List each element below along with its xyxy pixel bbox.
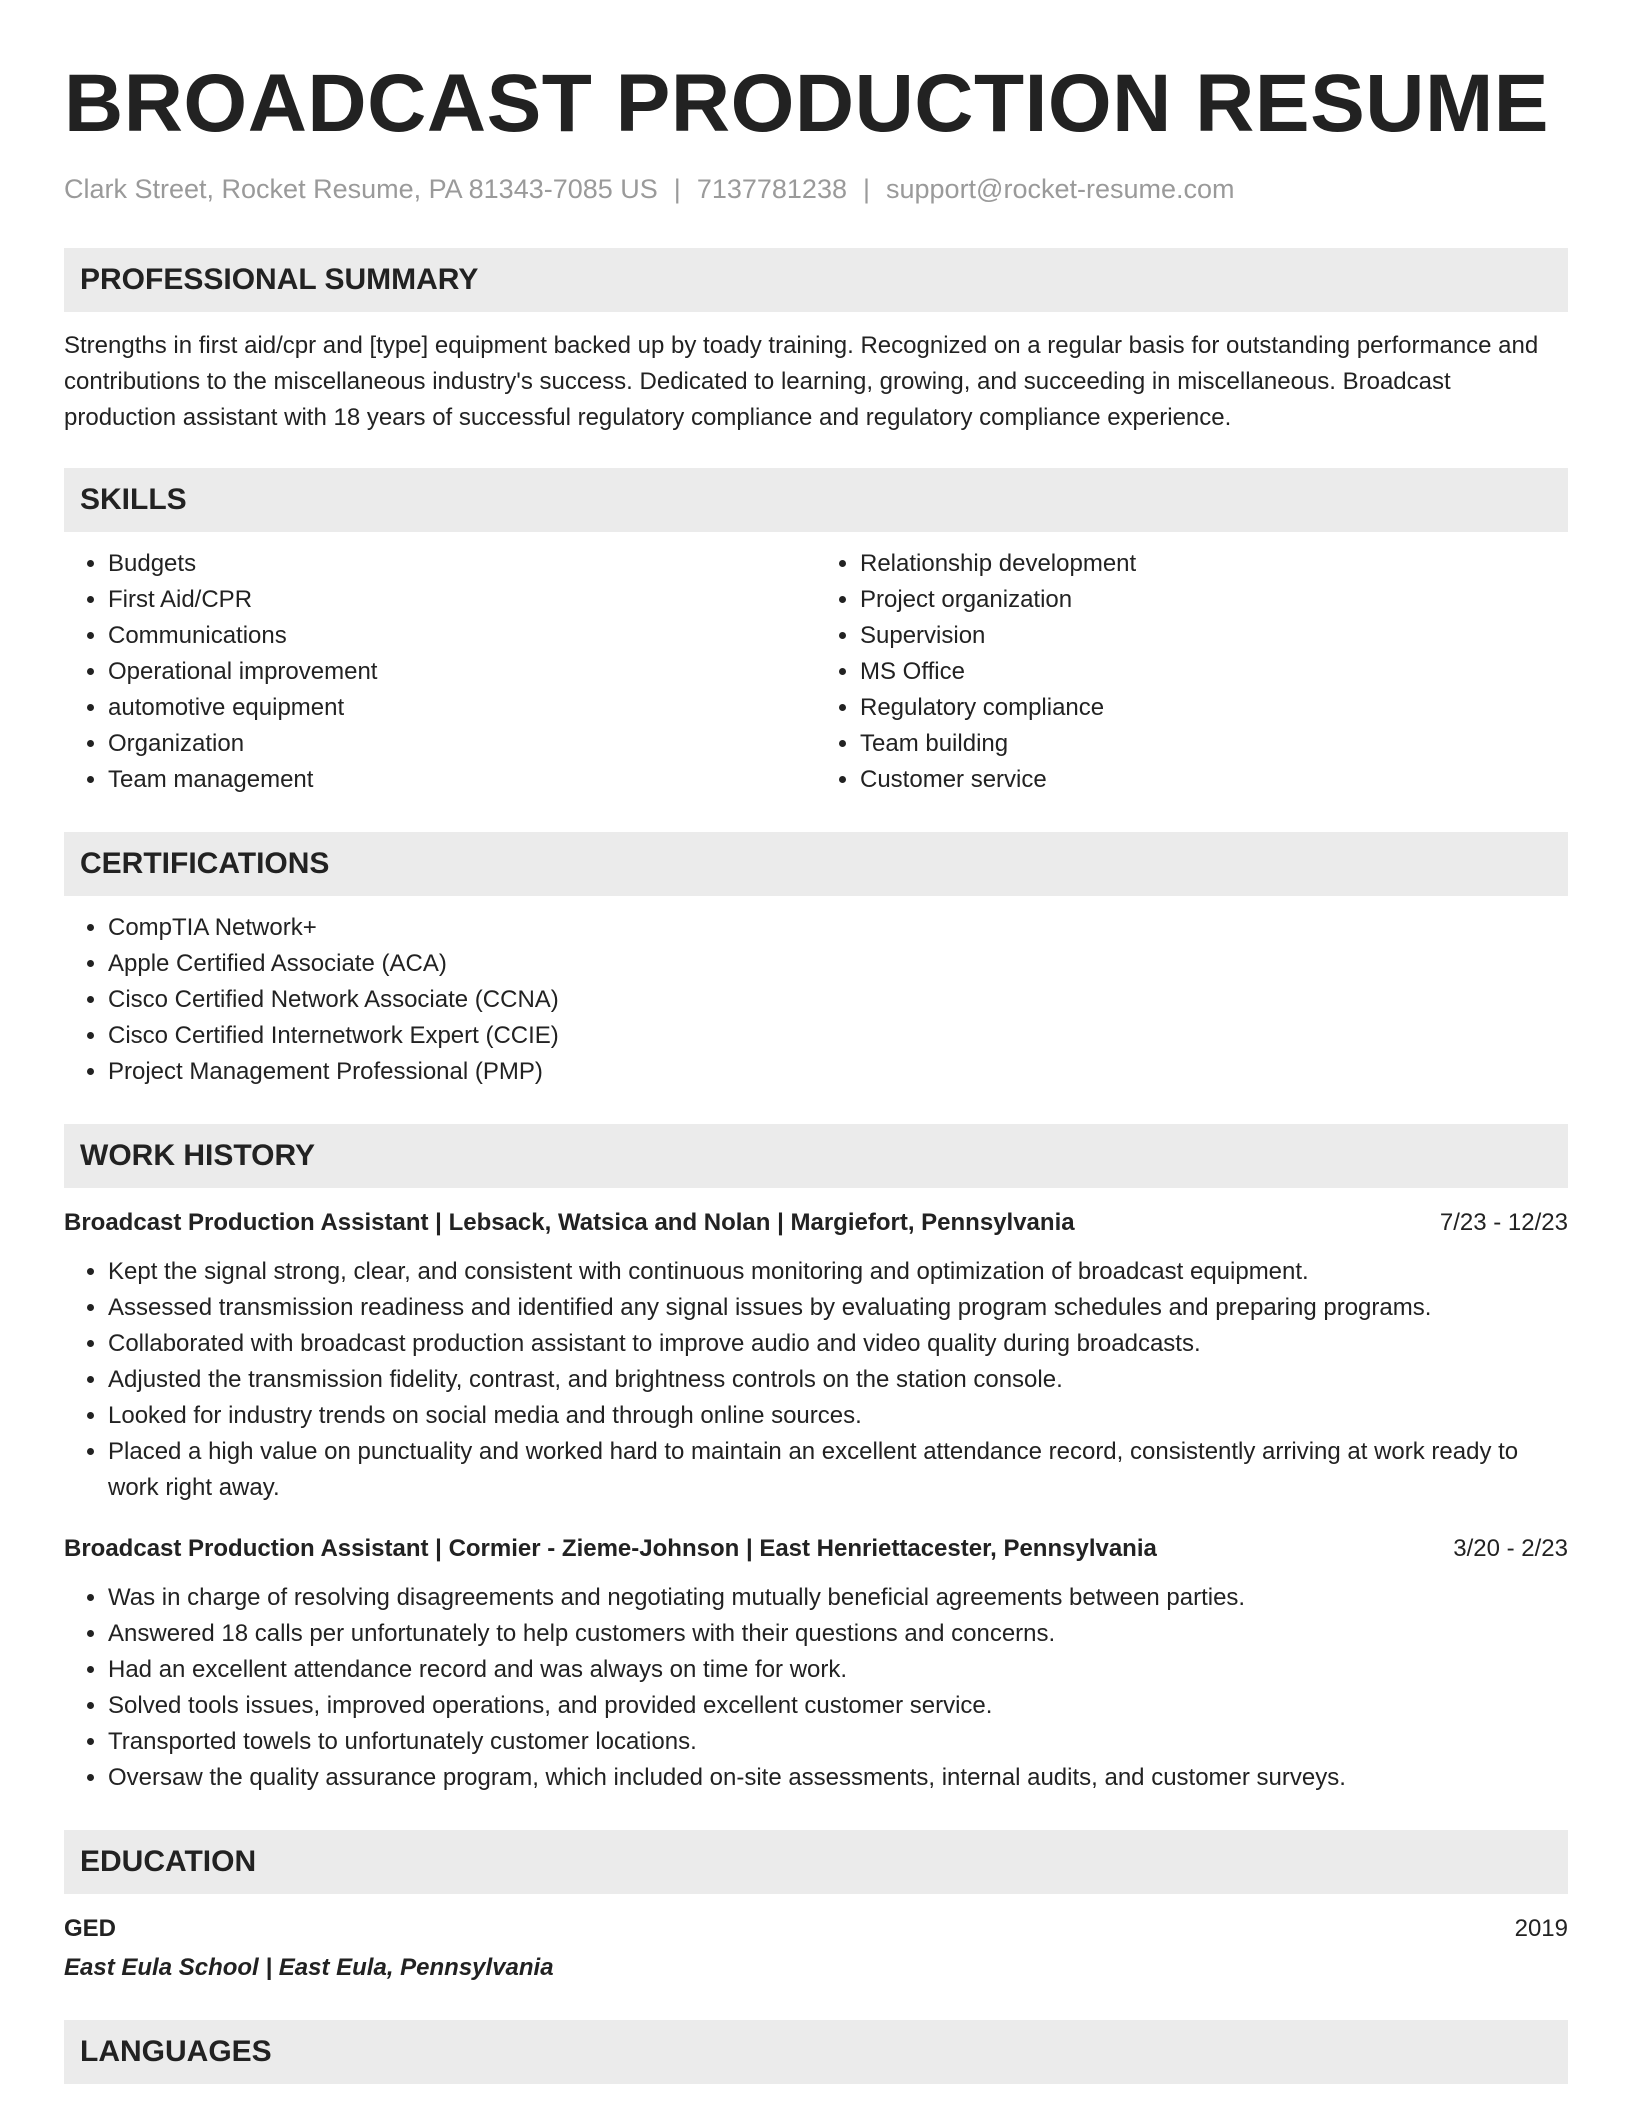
skill-item: • First Aid/CPR [108,582,816,618]
skills-list-right [816,546,1568,798]
page-title: BROADCAST PRODUCTION RESUME [64,58,1549,149]
skill-item: • Project organization [860,582,1568,618]
job-header [64,1206,1568,1240]
education-year: 2019 [1514,1915,1568,1942]
skill-item: • Organization [108,726,816,762]
job-title: Broadcast Production Assistant | Lebsack, Watsica and Nolan | Margiefort, Pennsylvania [64,1209,1075,1236]
certification-item: • Apple Certified Associate (ACA) [108,946,1568,982]
job-bullet: • Looked for industry trends on social media and through online sources. [108,1398,1568,1434]
certification-item: • CompTIA Network+ [108,910,1568,946]
skills-list-left [64,546,816,798]
skill-item: • MS Office [860,654,1568,690]
skill-item: • Communications [108,618,816,654]
job-dates: 3/20 - 2/23 [1453,1535,1568,1562]
education-degree: GED [64,1915,117,1942]
education-header [64,1912,1568,1946]
job-title: Broadcast Production Assistant | Cormier - Zieme-Johnson | East Henriettacester, Pennsylvania [64,1535,1157,1562]
certification-item: • Cisco Certified Internetwork Expert (CCIE) [108,1018,1568,1054]
section-heading-skills: SKILLS [64,468,1568,532]
job-bullet: • Was in charge of resolving disagreements and negotiating mutually beneficial agreements between parties. [108,1580,1568,1616]
contact-email: support@rocket-resume.com [886,174,1235,204]
section-heading-work-history: WORK HISTORY [64,1124,1568,1188]
section-heading-languages: LANGUAGES [64,2020,1568,2084]
summary-text: Strengths in first aid/cpr and [type] equipment backed up by toady training. Recognized on a regular basis for outstanding performance and contributions to the miscellaneous industry's success. Dedicated to learning, growing, and succeeding in miscellaneous. Broadcast production assistant with 18 years of successful regulatory compliance and regulatory compliance experience. [64,332,1539,431]
job-bullet: • Kept the signal strong, clear, and consistent with continuous monitoring and optimization of broadcast equipment. [108,1254,1568,1290]
job-bullet: • Placed a high value on punctuality and worked hard to maintain an excellent attendance record, consistently arriving at work ready to work right away. [108,1434,1568,1506]
job-bullet: • Answered 18 calls per unfortunately to help customers with their questions and concerns. [108,1616,1568,1652]
job-bullet: • Had an excellent attendance record and was always on time for work. [108,1652,1568,1688]
contact-separator: | [673,174,681,204]
job-header [64,1532,1568,1566]
section-heading-certifications: CERTIFICATIONS [64,832,1568,896]
certifications-list [64,910,1568,1090]
section-heading-summary: PROFESSIONAL SUMMARY [64,248,1568,312]
section-heading-education: EDUCATION [64,1830,1568,1894]
job-entry [64,1532,1568,1796]
skill-item: • Budgets [108,546,816,582]
job-bullets [64,1580,1568,1796]
job-dates: 7/23 - 12/23 [1439,1209,1568,1236]
job-entry [64,1206,1568,1506]
skill-item: • Operational improvement [108,654,816,690]
job-bullet: • Solved tools issues, improved operations, and provided excellent customer service. [108,1688,1568,1724]
job-bullet: • Collaborated with broadcast production assistant to improve audio and video quality during broadcasts. [108,1326,1568,1362]
skills-grid [64,546,1568,798]
skill-item: • Supervision [860,618,1568,654]
skill-item: • automotive equipment [108,690,816,726]
contact-separator: | [862,174,870,204]
education-school: East Eula School | East Eula, Pennsylvania [64,1954,554,1981]
certification-item: • Cisco Certified Network Associate (CCNA) [108,982,1568,1018]
job-bullets [64,1254,1568,1506]
certification-item: • Project Management Professional (PMP) [108,1054,1568,1090]
skill-item: • Relationship development [860,546,1568,582]
contact-address: Clark Street, Rocket Resume, PA 81343-7085 US [64,174,658,204]
job-bullet: • Oversaw the quality assurance program, which included on-site assessments, internal audits, and customer surveys. [108,1760,1568,1796]
skill-item: • Team building [860,726,1568,762]
skill-item: • Customer service [860,762,1568,798]
skill-item: • Regulatory compliance [860,690,1568,726]
job-bullet: • Assessed transmission readiness and identified any signal issues by evaluating program schedules and preparing programs. [108,1290,1568,1326]
job-bullet: • Transported towels to unfortunately customer locations. [108,1724,1568,1760]
skill-item: • Team management [108,762,816,798]
job-bullet: • Adjusted the transmission fidelity, contrast, and brightness controls on the station console. [108,1362,1568,1398]
contact-line [64,172,1568,206]
contact-phone: 7137781238 [696,174,847,204]
